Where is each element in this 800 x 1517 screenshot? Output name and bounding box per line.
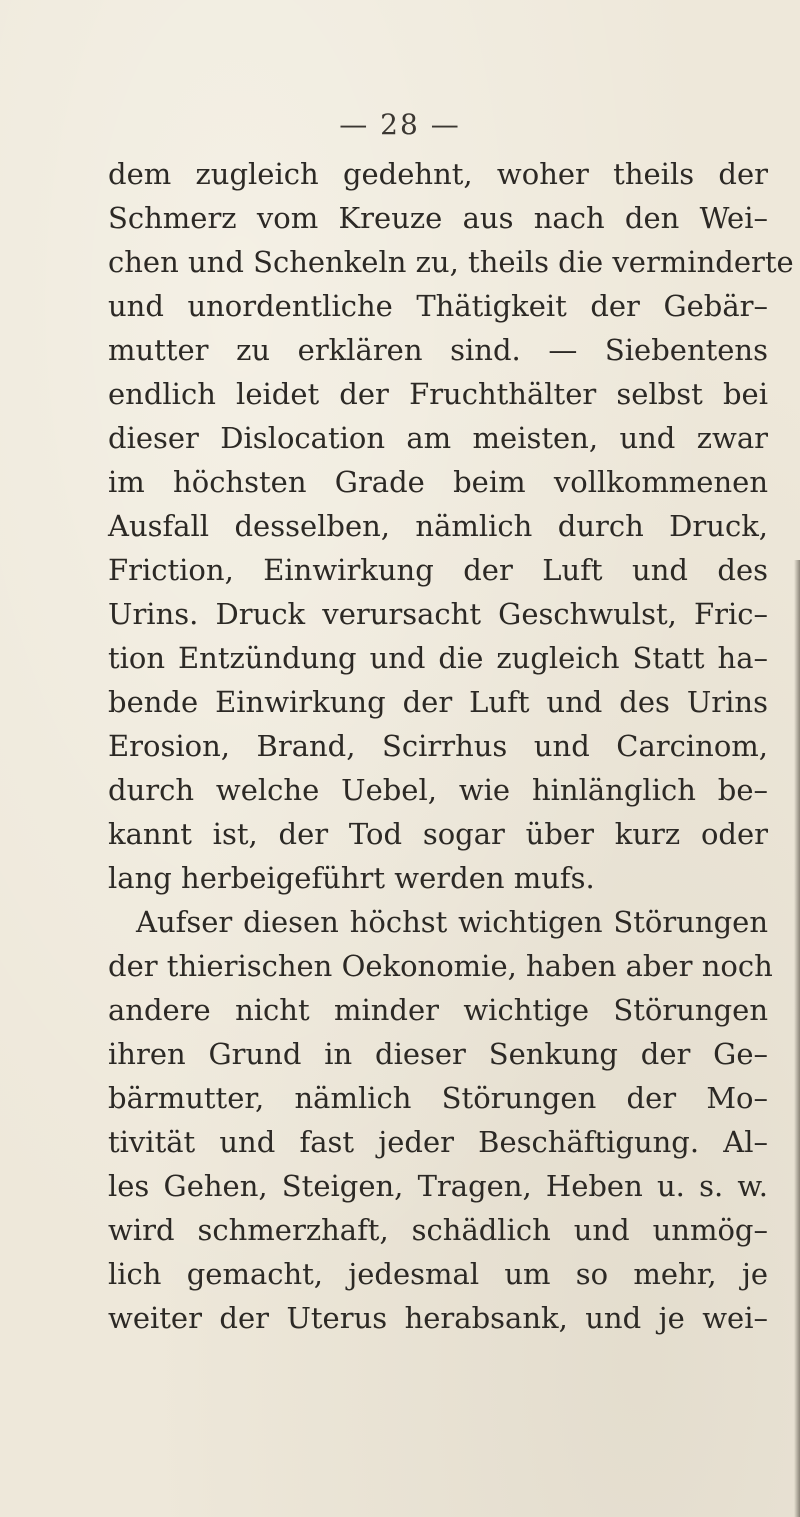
text-line: der thierischen Oekonomie, haben aber noch [108, 949, 773, 983]
text-line: chen und Schenkeln zu, theils die verminderte [108, 245, 794, 279]
body-text [108, 152, 794, 1340]
page-number: — 28 — [339, 108, 461, 141]
text-line: Friction, Einwirkung der Luft und des [108, 553, 768, 587]
text-line: tion Entzündung und die zugleich Statt ha– [108, 641, 768, 675]
text-line: Aufser diesen höchst wichtigen Störungen [136, 905, 768, 939]
text-line: im höchsten Grade beim vollkommenen [108, 465, 768, 499]
text-line: ihren Grund in dieser Senkung der Ge– [108, 1037, 768, 1071]
text-line: lich gemacht, jedesmal um so mehr, je [108, 1257, 768, 1291]
text-line: weiter der Uterus herabsank, und je wei– [108, 1301, 768, 1335]
text-line: andere nicht minder wichtige Störungen [108, 993, 768, 1027]
text-line: und unordentliche Thätigkeit der Gebär– [108, 289, 768, 323]
text-line: bärmutter, nämlich Störungen der Mo– [108, 1081, 768, 1115]
text-line: lang herbeigeführt werden mufs. [108, 861, 595, 895]
text-line: endlich leidet der Fruchthälter selbst bei [108, 377, 768, 411]
text-line: kannt ist, der Tod sogar über kurz oder [108, 817, 768, 851]
text-line: dem zugleich gedehnt, woher theils der [108, 157, 768, 191]
text-line: Schmerz vom Kreuze aus nach den Wei– [108, 201, 768, 235]
page-edge-shadow [794, 560, 800, 1517]
text-line: Ausfall desselben, nämlich durch Druck, [108, 509, 768, 543]
text-line: les Gehen, Steigen, Tragen, Heben u. s. w. [108, 1169, 768, 1203]
text-line: Urins. Druck verursacht Geschwulst, Fric– [108, 597, 768, 631]
text-line: dieser Dislocation am meisten, und zwar [108, 421, 768, 455]
text-line: wird schmerzhaft, schädlich und unmög– [108, 1213, 768, 1247]
text-line: tivität und fast jeder Beschäftigung. Al– [108, 1125, 768, 1159]
text-line: mutter zu erklären sind. — Siebentens [108, 333, 768, 367]
text-line: durch welche Uebel, wie hinlänglich be– [108, 773, 768, 807]
text-line: Erosion, Brand, Scirrhus und Carcinom, [108, 729, 768, 763]
text-line: bende Einwirkung der Luft und des Urins [108, 685, 768, 719]
